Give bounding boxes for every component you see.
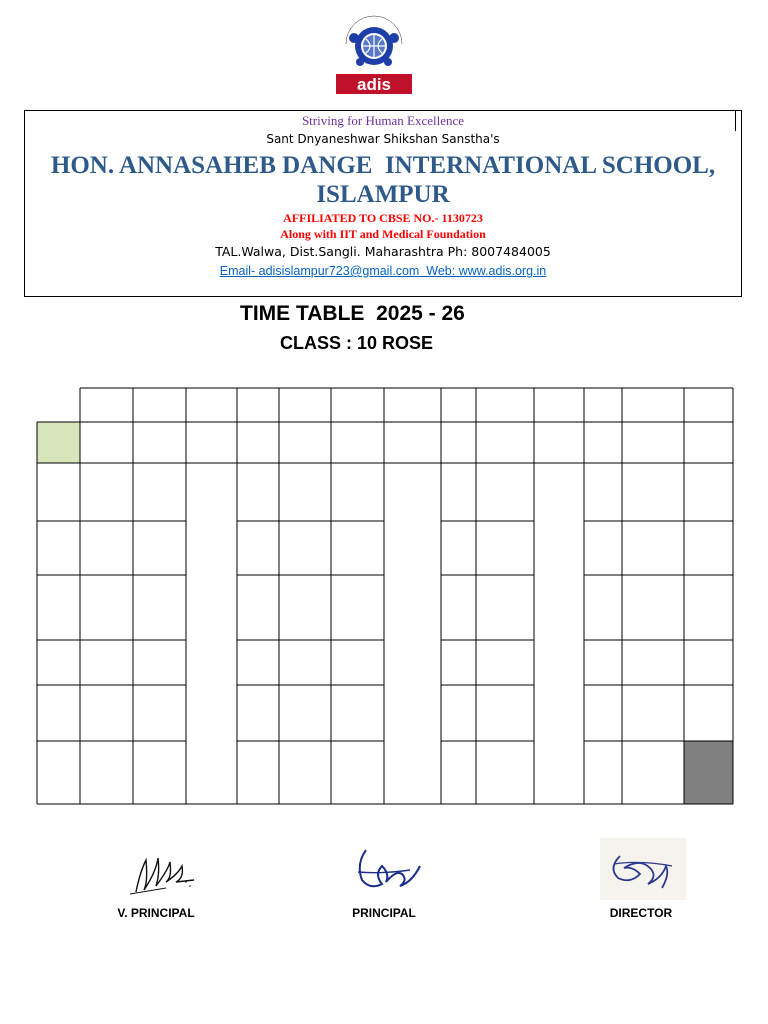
school-name-line1: HON. ANNASAHEB DANGE INTERNATIONAL SCHOOL, — [50, 152, 716, 179]
school-address: TAL.Walwa, Dist.Sangli. Maharashtra Ph: 8007484005 — [215, 244, 551, 259]
highlighted-cell — [37, 422, 80, 463]
foundation-text: Along with IIT and Medical Foundation — [280, 227, 486, 241]
contact-links[interactable]: Email- adisislampur723@gmail.com Web: www.adis.org.in — [219, 264, 547, 278]
school-slogan: Striving for Human Excellence — [301, 113, 465, 128]
timetable-title: TIME TABLE 2025 - 26 — [240, 302, 465, 325]
logo-text: adis — [356, 75, 392, 94]
v-principal-label: V. PRINCIPAL — [117, 906, 195, 920]
director-signature — [600, 838, 686, 900]
school-name-line2: ISLAMPUR — [316, 181, 450, 208]
principal-label: PRINCIPAL — [352, 906, 416, 920]
affiliation-text: AFFILIATED TO CBSE NO.- 1130723 — [283, 211, 483, 225]
shaded-cell — [684, 741, 733, 804]
director-label: DIRECTOR — [609, 906, 673, 920]
principal-signature — [352, 844, 424, 894]
class-label: CLASS : 10 ROSE — [280, 333, 434, 353]
v-principal-signature — [126, 852, 198, 898]
trust-name: Sant Dnyaneshwar Shikshan Sanstha's — [266, 132, 500, 146]
